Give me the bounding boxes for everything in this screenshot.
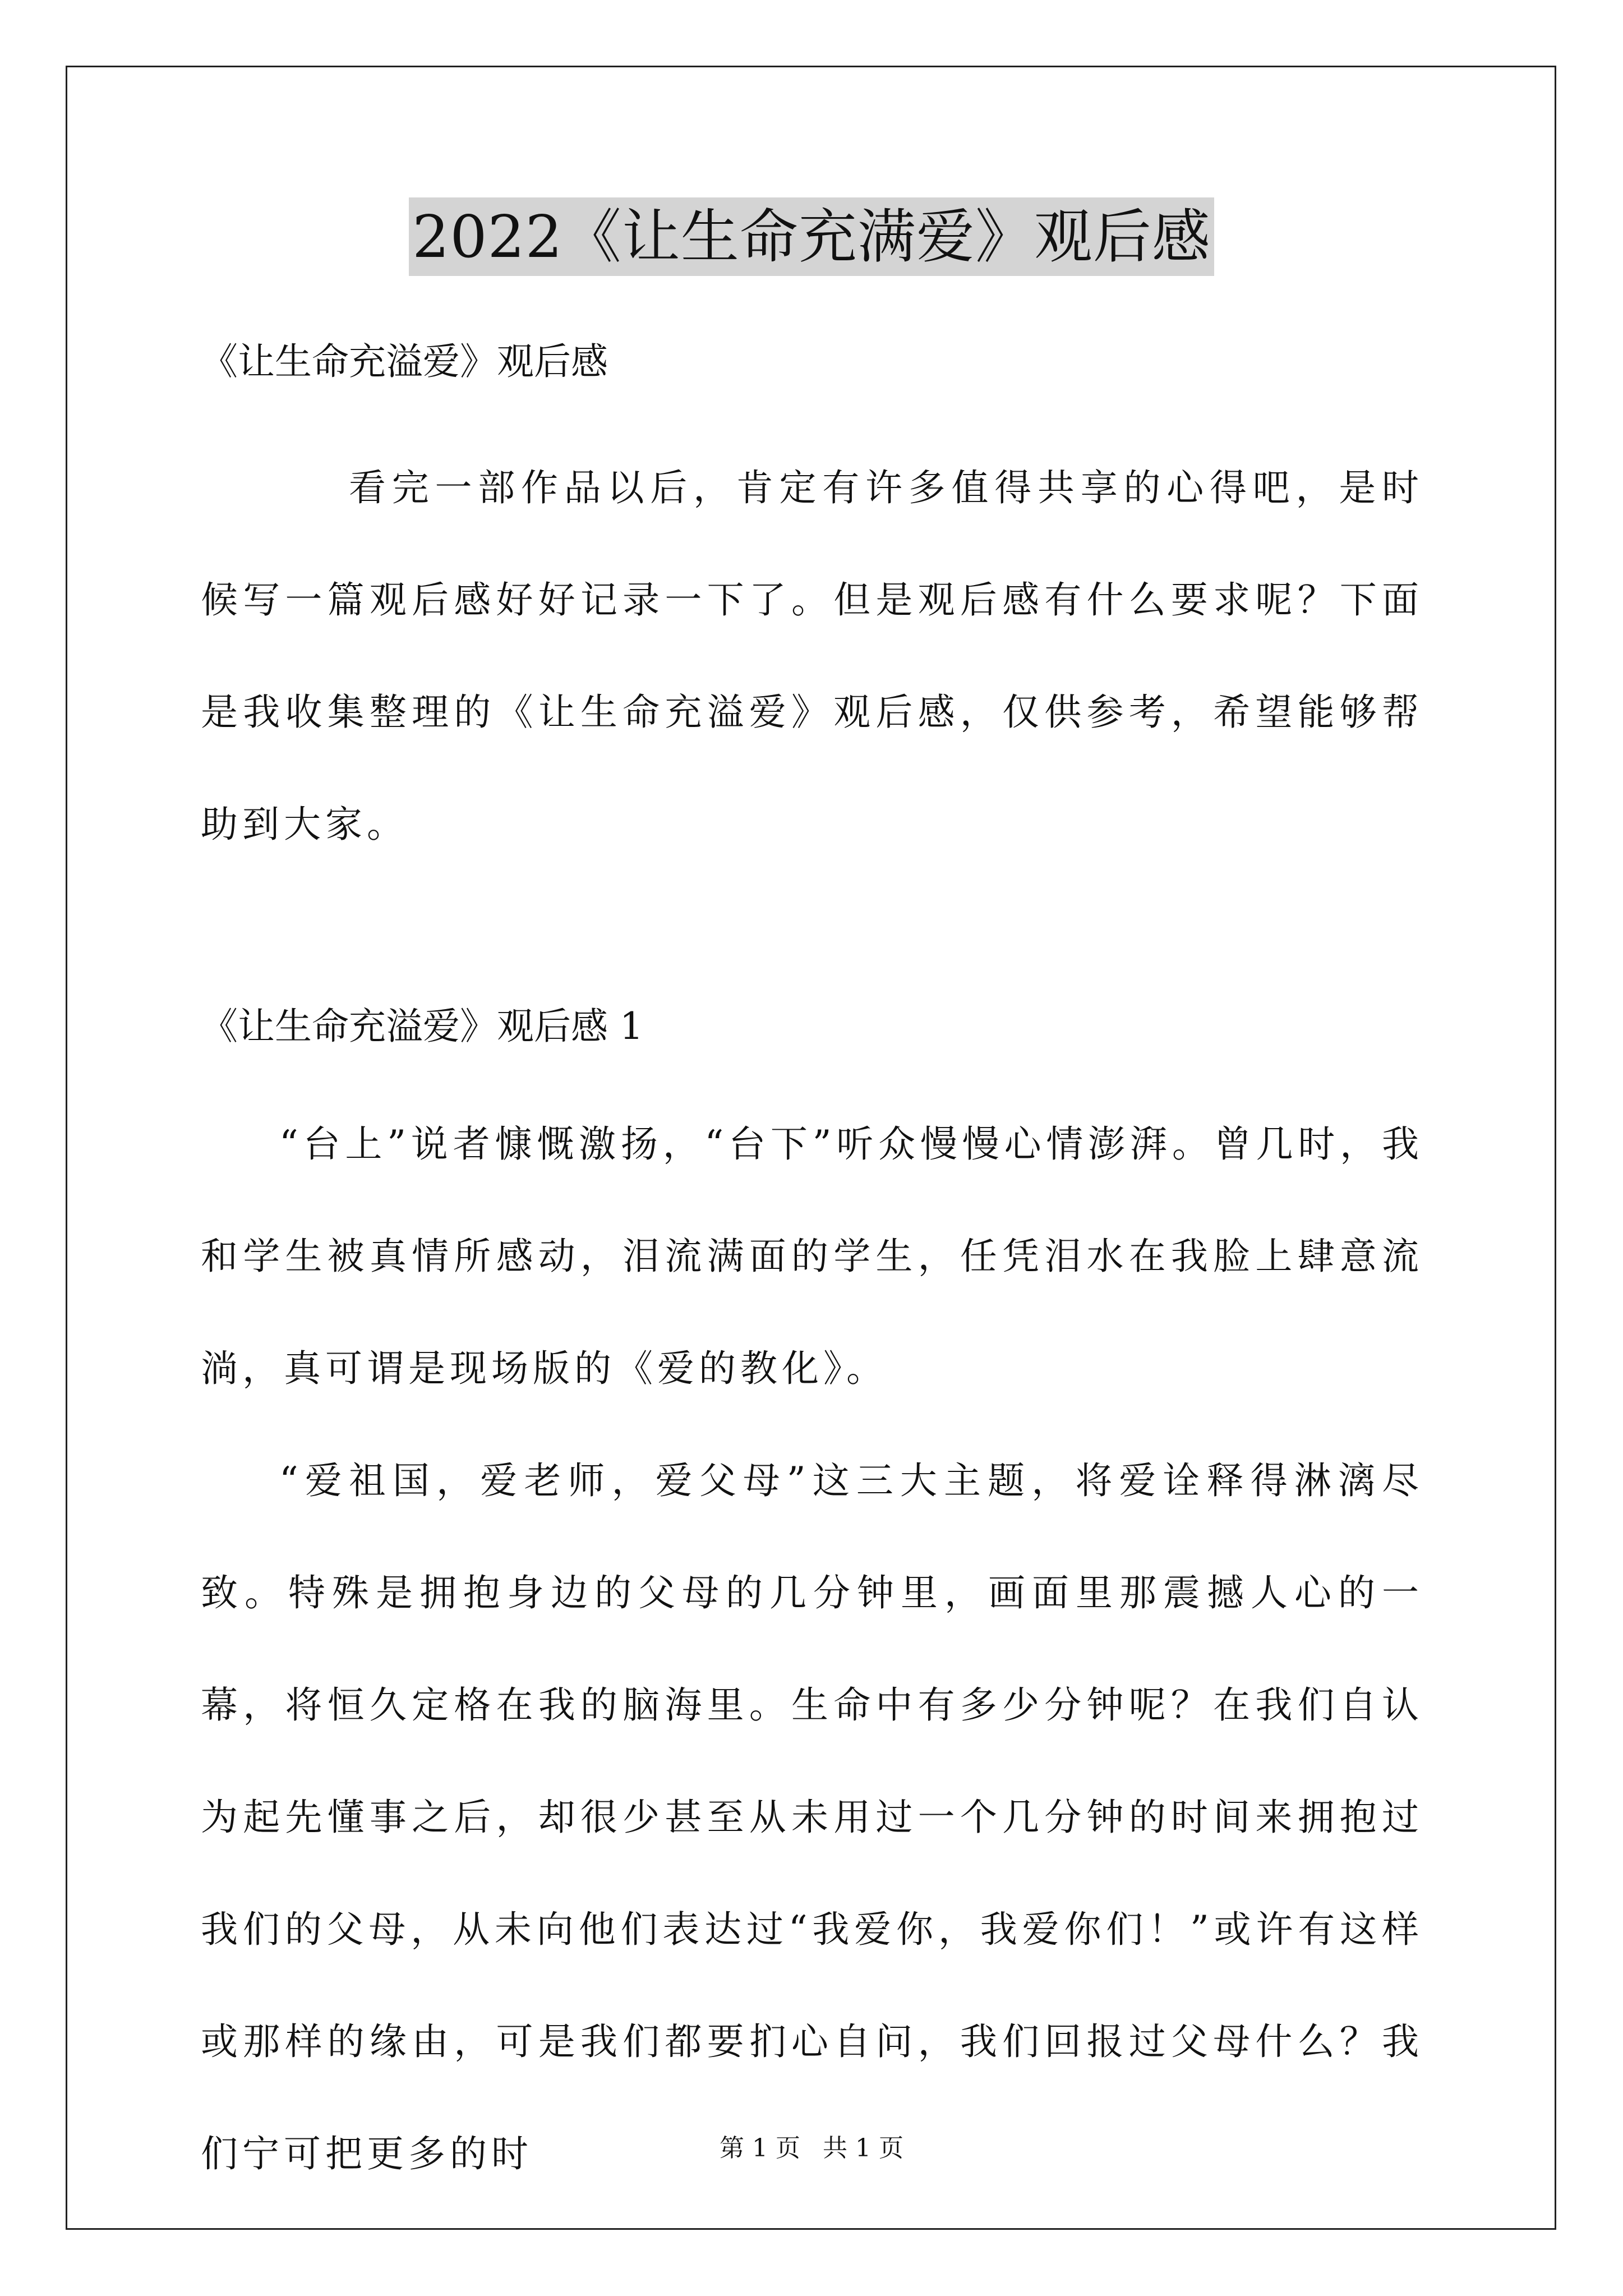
page-footer — [0, 2132, 1623, 2165]
intro-paragraph: 看完一部作品以后，肯定有许多值得共享的心得吧，是时候写一篇观后感好好记录一下了。但是观后感有什么要求呢？下面是我收集整理的《让生命充溢爱》观后感，仅供参考，希望能够帮助到大家。 — [201, 466, 1423, 846]
page-number: 第 1 页 — [720, 2134, 800, 2162]
intro-subheading: 《让生命充溢爱》观后感 — [201, 340, 608, 383]
title-container — [0, 197, 1623, 276]
section-1-heading: 《让生命充溢爱》观后感 1 — [201, 1005, 643, 1048]
section-1-paragraph-2: “爱祖国，爱老师，爱父母”这三大主题，将爱诠释得淋漓尽致。特殊是拥抱身边的父母的几分钟里，画面里那震撼人心的一幕，将恒久定格在我的脑海里。生命中有多少分钟呢？在我们自认为起先懂事之后，却很少甚至从未用过一个几分钟的时间来拥抱过我们的父母，从未向他们表达过“我爱你，我爱你们！”或许有这样或那样的缘由，可是我们都要扪心自问，我们回报过父母什么？我们宁可把更多的时 — [201, 1459, 1423, 2175]
section-1-paragraph-1: “台上”说者慷慨激扬，“台下”听众慢慢心情澎湃。曾几时，我和学生被真情所感动，泪流满面的学生，任凭泪水在我脸上肆意流淌，真可谓是现场版的《爱的教化》。 — [201, 1122, 1423, 1390]
page-total: 共 1 页 — [823, 2134, 903, 2162]
document-title: 2022《让生命充满爱》观后感 — [409, 197, 1214, 276]
